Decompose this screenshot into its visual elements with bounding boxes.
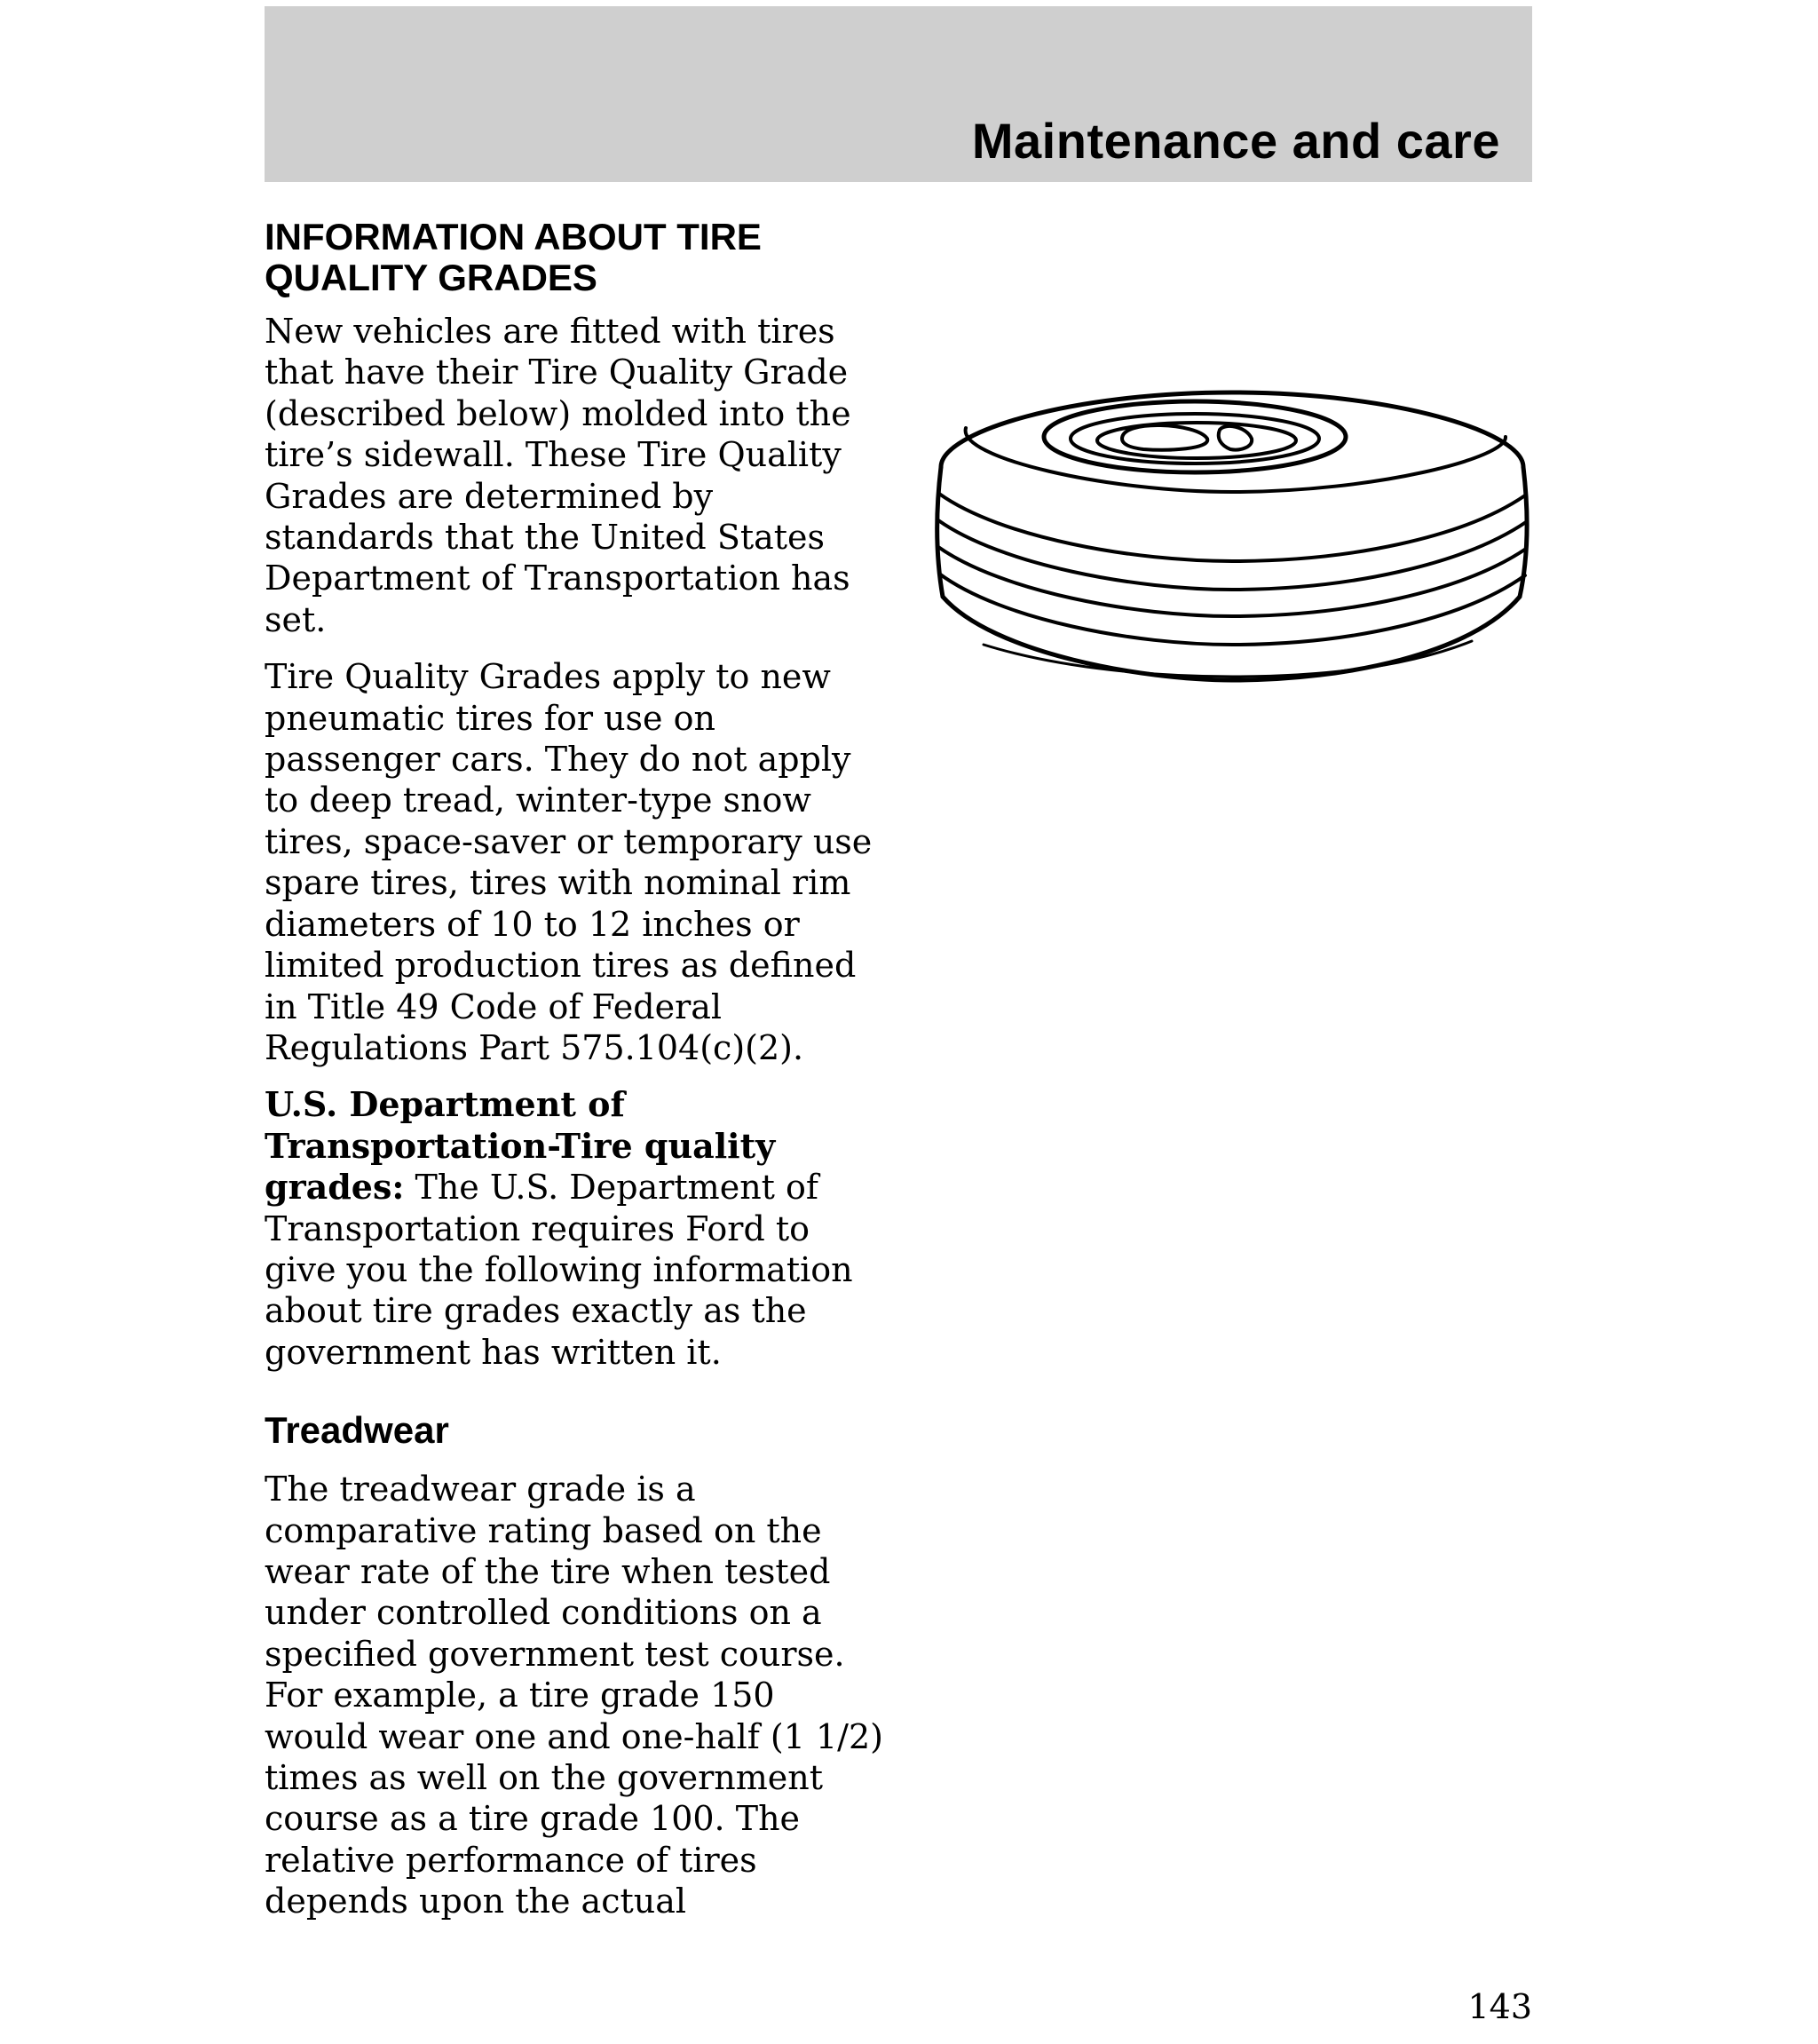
header-band: [265, 6, 1532, 182]
section-heading: INFORMATION ABOUT TIRE QUALITY GRADES: [265, 216, 762, 298]
page-number: 143: [1467, 1987, 1532, 2026]
main-content: [265, 217, 886, 1938]
section-title: Maintenance and care: [971, 113, 1500, 169]
tire-illustration-icon: [930, 387, 1530, 693]
paragraph-dot-grades: [265, 1084, 886, 1373]
treadwear-heading: Treadwear: [265, 1409, 449, 1452]
paragraph-applicability: Tire Quality Grades apply to new pneumatic tires for use on passenger cars. They do not apply to deep tread, winter-type snow tires, space-saver or temporary use spare tires, tires with nominal rim diameters of 10 to 12 inches or limited production tires as defined in Title 49 Code of Federal Regulations Part 575.104(c)(2).: [265, 657, 873, 1067]
paragraph-treadwear: The treadwear grade is a comparative rating based on the wear rate of the tire when tested under controlled conditions on a specified government test course. For example, a tire grade 150 would wear one and one-half (1 1/2) times as well on the government course as a tire grade 100. The relative performance of tires depends upon the actual: [265, 1470, 883, 1921]
paragraph-lead: U.S. Department of Transportation-Tire quality grades:: [265, 1084, 776, 1208]
paragraph-body: The U.S. Department of Transportation requires Ford to give you the following information about tire grades exactly as the government has written it.: [265, 1168, 853, 1372]
paragraph-intro: New vehicles are fitted with tires that have their Tire Quality Grade (described below) molded into the tire’s sidewall. These Tire Quality Grades are determined by standards that the United States Department of Transportation has set.: [265, 312, 851, 639]
